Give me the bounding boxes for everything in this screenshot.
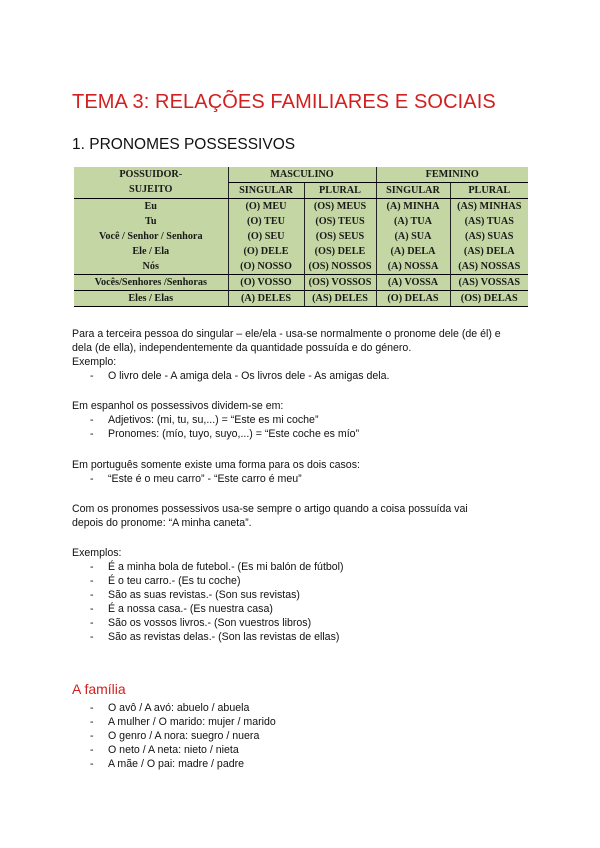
list-item: - O neto / A neta: nieto / nieta bbox=[72, 743, 542, 757]
list-item: - É a nossa casa.- (Es nuestra casa) bbox=[72, 602, 542, 616]
text-line: Em português somente existe uma forma para os dois casos: bbox=[72, 459, 360, 471]
table-cell: (AS) NOSSAS bbox=[450, 259, 528, 275]
header-sujeito: SUJEITO bbox=[74, 183, 228, 199]
paragraph-third-person bbox=[72, 327, 542, 383]
table-row bbox=[74, 199, 528, 215]
table-cell: (OS) MEUS bbox=[304, 199, 376, 215]
example-list bbox=[72, 413, 542, 441]
family-list bbox=[72, 701, 542, 771]
section-title-pronomes: 1. PRONOMES POSSESSIVOS bbox=[72, 136, 296, 153]
table-row bbox=[74, 291, 528, 307]
table-row bbox=[74, 259, 528, 275]
text-line: depois do pronome: “A minha caneta”. bbox=[72, 517, 252, 529]
table-cell: (A) SUA bbox=[376, 229, 450, 244]
list-item: - O genro / A nora: suegro / nuera bbox=[72, 729, 542, 743]
header-possuidor: POSSUIDOR- bbox=[119, 168, 183, 180]
paragraph-portuguese bbox=[72, 458, 542, 486]
table-cell: (OS) TEUS bbox=[304, 214, 376, 229]
table-cell: (OS) VOSSOS bbox=[304, 275, 376, 291]
table-cell: (O) SEU bbox=[228, 229, 304, 244]
example-list bbox=[72, 369, 542, 383]
page-title: TEMA 3: RELAÇÕES FAMILIARES E SOCIAIS bbox=[72, 91, 496, 113]
table-cell: (A) DELES bbox=[228, 291, 304, 307]
paragraph-article bbox=[72, 502, 542, 530]
header-masculino: MASCULINO bbox=[228, 167, 376, 183]
table-row bbox=[74, 244, 528, 259]
text-line: dela (de ella), independentemente da quantidade possuída e do género. bbox=[72, 342, 412, 354]
list-item: - São as revistas delas.- (Son las revistas de ellas) bbox=[72, 630, 542, 644]
section-title-familia: A família bbox=[72, 681, 126, 697]
table-cell-subject: Tu bbox=[144, 215, 157, 227]
list-item: - Adjetivos: (mi, tu, su,...) = “Este es mi coche” bbox=[72, 413, 542, 427]
text-line: Para a terceira pessoa do singular – ele/ela - usa-se normalmente o pronome dele (de él) e bbox=[72, 328, 501, 340]
table-cell-subject: Ele / Ela bbox=[132, 245, 170, 257]
text-line: Em espanhol os possessivos dividem-se em: bbox=[72, 400, 284, 412]
text-line: Exemplo: bbox=[72, 356, 117, 368]
text-line: Com os pronomes possessivos usa-se sempre o artigo quando a coisa possuída vai bbox=[72, 503, 468, 515]
table-cell: (AS) DELES bbox=[304, 291, 376, 307]
table-cell-subject: Vocês/Senhores /Senhoras bbox=[74, 275, 228, 291]
table-cell: (A) DELA bbox=[376, 244, 450, 259]
table-cell: (O) TEU bbox=[228, 214, 304, 229]
table-cell: (AS) VOSSAS bbox=[450, 275, 528, 291]
table-cell: (OS) DELE bbox=[304, 244, 376, 259]
list-item: - São as suas revistas.- (Son sus revistas) bbox=[72, 588, 542, 602]
table-cell: (A) MINHA bbox=[376, 199, 450, 215]
header-fem-plural: PLURAL bbox=[450, 183, 528, 199]
table-cell: (AS) TUAS bbox=[450, 214, 528, 229]
possessive-pronouns-table bbox=[74, 167, 528, 307]
table-cell: (OS) SEUS bbox=[304, 229, 376, 244]
paragraph-examples bbox=[72, 546, 542, 644]
table-row bbox=[74, 229, 528, 244]
table-cell: (AS) SUAS bbox=[450, 229, 528, 244]
list-item: - O avô / A avó: abuelo / abuela bbox=[72, 701, 542, 715]
table-cell: (OS) NOSSOS bbox=[304, 259, 376, 275]
list-item: - A mulher / O marido: mujer / marido bbox=[72, 715, 542, 729]
table-row bbox=[74, 214, 528, 229]
table-cell-subject: Nós bbox=[142, 260, 159, 272]
table-cell: (AS) MINHAS bbox=[450, 199, 528, 215]
header-feminino: FEMININO bbox=[376, 167, 528, 183]
example-list bbox=[72, 560, 542, 644]
list-item: - A mãe / O pai: madre / padre bbox=[72, 757, 542, 771]
list-item: - O livro dele - A amiga dela - Os livros dele - As amigas dela. bbox=[72, 369, 542, 383]
table-row bbox=[74, 275, 528, 291]
table-cell-subject: Você / Senhor / Senhora bbox=[98, 230, 203, 242]
text-line: Exemplos: bbox=[72, 547, 122, 559]
table-cell-subject: Eles / Elas bbox=[74, 291, 228, 307]
list-item: - Pronomes: (mío, tuyo, suyo,...) = “Este coche es mío” bbox=[72, 427, 542, 441]
table-cell: (O) DELE bbox=[228, 244, 304, 259]
family-list-block bbox=[72, 701, 542, 771]
table-cell: (O) NOSSO bbox=[228, 259, 304, 275]
table-cell: (A) VOSSA bbox=[376, 275, 450, 291]
header-fem-singular: SINGULAR bbox=[376, 183, 450, 199]
table-cell: (OS) DELAS bbox=[450, 291, 528, 307]
list-item: - “Este é o meu carro” - “Este carro é meu” bbox=[72, 472, 542, 486]
list-item: - É o teu carro.- (Es tu coche) bbox=[72, 574, 542, 588]
example-list bbox=[72, 472, 542, 486]
header-masc-singular: SINGULAR bbox=[228, 183, 304, 199]
list-item: - É a minha bola de futebol.- (Es mi balón de fútbol) bbox=[72, 560, 542, 574]
table-cell: (AS) DELA bbox=[450, 244, 528, 259]
list-item: - São os vossos livros.- (Son vuestros libros) bbox=[72, 616, 542, 630]
header-masc-plural: PLURAL bbox=[304, 183, 376, 199]
paragraph-spanish bbox=[72, 399, 542, 441]
table-cell: (A) NOSSA bbox=[376, 259, 450, 275]
table-cell: (A) TUA bbox=[376, 214, 450, 229]
table-cell-subject: Eu bbox=[144, 200, 157, 212]
table-cell: (O) MEU bbox=[228, 199, 304, 215]
table-cell: (O) DELAS bbox=[376, 291, 450, 307]
table-cell: (O) VOSSO bbox=[228, 275, 304, 291]
